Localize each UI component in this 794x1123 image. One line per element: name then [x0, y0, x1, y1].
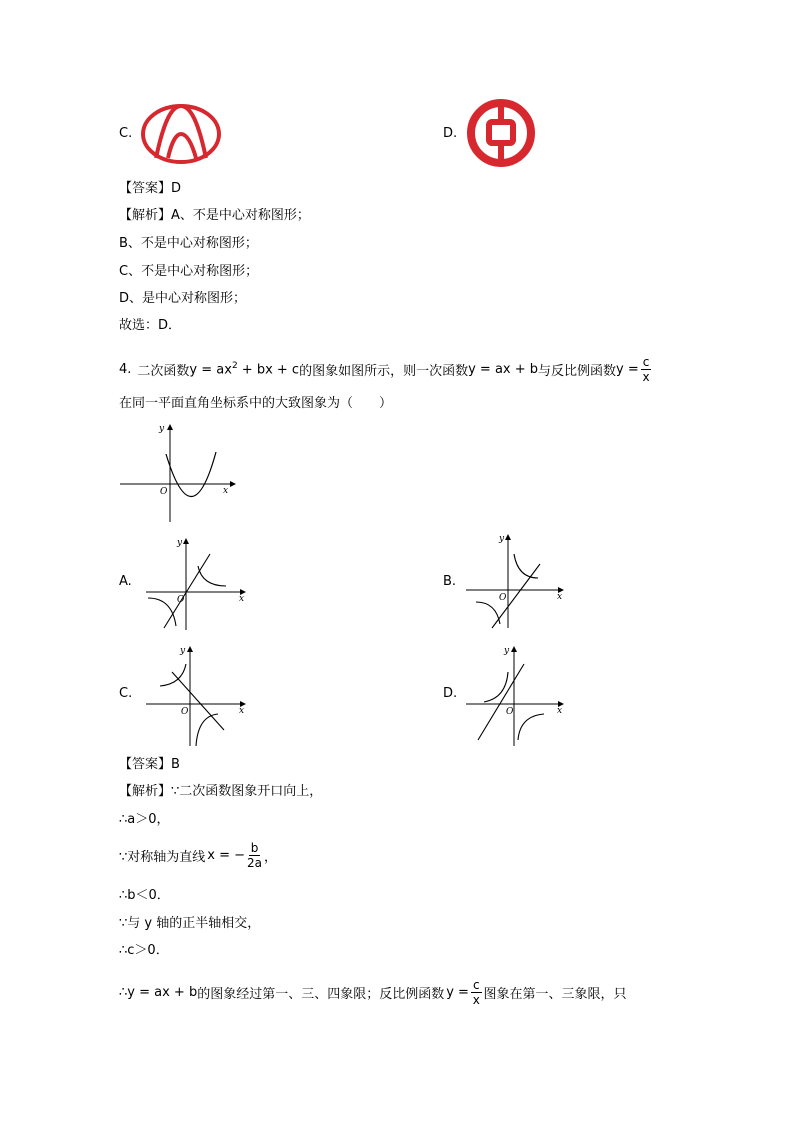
q3-analysis-line-4: D、是中心对称图形；	[119, 291, 247, 306]
option-c-graph	[144, 644, 249, 748]
q4-stem-line-1: 4. 二次函数 $y = ax^2$ + bx + c 的图象如图所示，则一次函数 y = ax + b 与反比例函数 y = $\frac{c}{x}$	[119, 352, 653, 386]
svg-text:O: O	[181, 707, 189, 717]
hyperbola-branch	[514, 554, 538, 578]
q4-analysis-line-2: ∴a＞0，	[119, 812, 170, 827]
parabola-curve	[166, 452, 216, 497]
svg-text:x: x	[557, 592, 563, 602]
q4-analysis-line-5: ∵与 y 轴的正半轴相交，	[119, 916, 261, 931]
option-c-label: C.	[119, 126, 133, 141]
hyperbola-branch	[196, 714, 218, 746]
linear-line	[172, 672, 224, 730]
q4-stem-line-2: 在同一平面直角坐标系中的大致图象为（ ）	[119, 396, 393, 411]
option-b-label: B.	[443, 574, 457, 589]
svg-text:x: x	[239, 594, 245, 604]
option-d-logo	[466, 98, 536, 168]
analysis-tag: 【解析】	[119, 208, 172, 223]
svg-text:O: O	[499, 593, 507, 603]
inverse-expression: y = $\frac{c}{x}$	[616, 354, 650, 384]
answer-value: B	[171, 757, 180, 772]
hyperbola-branch	[198, 566, 226, 586]
q4-answer-line: 【答案】B	[119, 757, 180, 772]
quadratic-expression: $y = ax^2$ + bx + c	[189, 360, 300, 378]
axis-x-label: x	[223, 486, 229, 496]
svg-text:y: y	[177, 538, 183, 548]
svg-text:x: x	[557, 706, 563, 716]
option-a-label: A.	[119, 574, 132, 589]
q4-number: 4.	[119, 361, 132, 377]
hyperbola-branch	[148, 598, 176, 626]
option-d-graph	[464, 644, 569, 748]
option-d-graph-label: D.	[443, 686, 458, 701]
q3-analysis-line-2: B、不是中心对称图形；	[119, 236, 258, 251]
svg-text:y: y	[504, 646, 510, 656]
q4-analysis-line-1: 【解析】∵二次函数图象开口向上，	[119, 784, 323, 799]
linear-line	[164, 554, 210, 628]
hyperbola-branch	[476, 602, 500, 624]
option-c-graph-label: C.	[119, 686, 133, 701]
q3-analysis-line-1: 【解析】A、不是中心对称图形；	[119, 208, 310, 223]
q3-analysis-line-3: C、不是中心对称图形；	[119, 264, 259, 279]
linear-expression: y = ax + b	[468, 361, 539, 377]
hyperbola-branch	[484, 672, 508, 702]
q3-answer-line	[119, 179, 181, 199]
svg-text:O: O	[177, 595, 185, 605]
svg-text:y: y	[180, 646, 186, 656]
option-a-graph	[144, 536, 249, 631]
option-b-graph	[464, 532, 569, 630]
option-d-label: D.	[443, 126, 458, 141]
q4-analysis-line-7: ∴ y = ax + b 的图象经过第一、三、四象限；反比例函数 y = $\frac{c}{x}$ 图象在第一、三象限，只	[119, 977, 627, 1007]
q4-analysis-line-3: ∵对称轴为直线 x = − $\frac{b}{2a}$ ，	[119, 840, 278, 870]
hyperbola-branch	[518, 714, 544, 740]
svg-text:y: y	[499, 534, 505, 544]
answer-tag: 【答案】	[119, 181, 172, 196]
svg-text:O: O	[506, 707, 514, 717]
origin-label: O	[160, 487, 168, 497]
option-c-logo	[140, 100, 222, 166]
q3-analysis-line-5: 故选：D．	[119, 318, 182, 333]
q4-parabola-figure	[118, 422, 238, 524]
svg-text:x: x	[239, 706, 245, 716]
axis-y-label: y	[159, 424, 165, 434]
q4-analysis-line-4: ∴b＜0．	[119, 888, 170, 903]
answer-value: D	[171, 181, 182, 196]
q4-analysis-line-6: ∴c＞0．	[119, 943, 169, 958]
